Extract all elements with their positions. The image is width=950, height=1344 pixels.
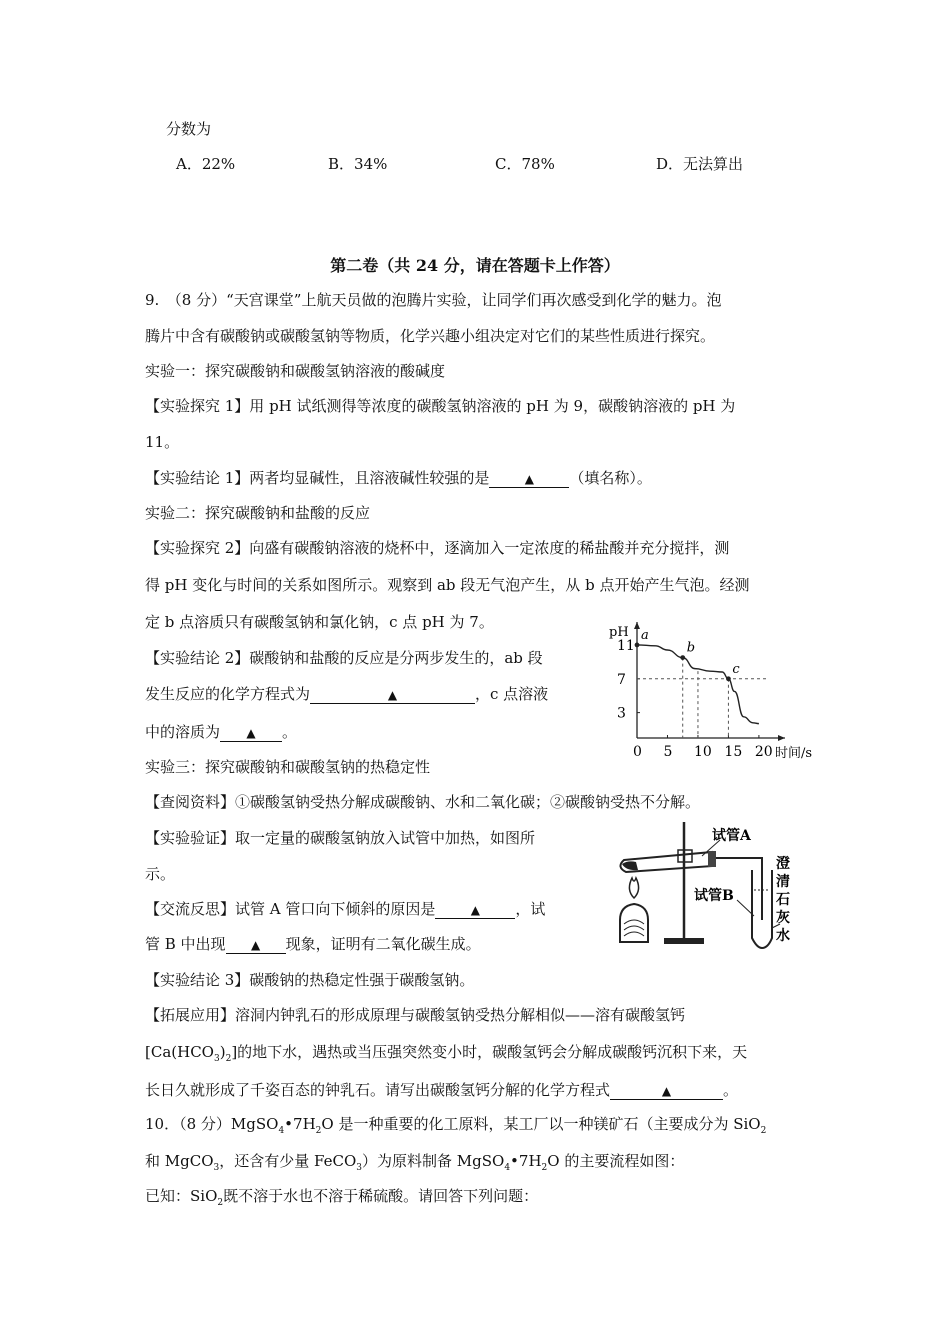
q9-extension-tail: 。 — [723, 1081, 739, 1099]
q9-line-14: 实验三：探究碳酸钠和碳酸氢钠的热稳定性 — [145, 758, 431, 776]
label-lime-water-2: 清 — [776, 874, 790, 890]
answer-blank-4[interactable] — [435, 901, 515, 919]
section-title: 第二卷（共 24 分，请在答题卡上作答） — [330, 256, 620, 275]
q9-reflection-tail: ，试 — [515, 900, 546, 918]
q9-extension-prompt: 长日久就形成了千姿百态的钟乳石。请写出碳酸氢钙分解的化学方程式 — [145, 1081, 611, 1099]
q9-line-15: 【查阅资料】①碳酸氢钠受热分解成碳酸钠、水和二氧化碳；②碳酸钠受热不分解。 — [145, 793, 701, 811]
q9-line-7: 实验二：探究碳酸钠和盐酸的反应 — [145, 504, 371, 522]
q9-line-4: 【实验探究 1】用 pH 试纸测得等浓度的碳酸氢钠溶液的 pH 为 9，碳酸钠溶液的 pH 为 — [145, 397, 736, 415]
q9-equation-tail: ，c 点溶液 — [475, 685, 549, 703]
option-c: C．78% — [495, 155, 555, 173]
q9-solute-tail: 。 — [282, 723, 298, 741]
q9-line-23 — [145, 1080, 738, 1100]
chart-ylabel: pH — [609, 625, 629, 640]
flame-icon — [629, 878, 638, 898]
formula-ca-hco3: $[Ca(HCO_3)_2]$ — [145, 1043, 238, 1064]
q9-line-12 — [145, 684, 548, 704]
y-tick-label-7: 7 — [617, 671, 626, 688]
blank-marker: ▲ — [661, 1084, 672, 1098]
q9-line-3: 实验一：探究碳酸钠和碳酸氢钠溶液的酸碱度 — [145, 362, 446, 380]
answer-blank-5[interactable] — [226, 936, 286, 954]
q9-solute-prompt: 中的溶质为 — [145, 723, 221, 741]
ph-time-chart — [605, 618, 825, 766]
y-tick-label-3: 3 — [617, 705, 626, 722]
label-lime-water-4: 灰 — [776, 910, 790, 926]
q9-line-11: 【实验结论 2】碳酸钠和盐酸的反应是分两步发生的，ab 段 — [145, 649, 543, 667]
q9-line-20: 【实验结论 3】碳酸钠的热稳定性强于碳酸氢钠。 — [145, 971, 475, 989]
q9-tubeb-tail: 现象，证明有二氧化碳生成。 — [285, 935, 481, 953]
alcohol-lamp — [620, 904, 648, 942]
blank-marker: ▲ — [387, 688, 398, 702]
q9-line-17: 示。 — [145, 865, 176, 883]
option-d: D．无法算出 — [656, 155, 744, 173]
x-tick-label-10: 10 — [693, 744, 712, 760]
blank-marker: ▲ — [524, 472, 534, 486]
q9-line-5: 11。 — [145, 433, 180, 451]
point-label-c: c — [732, 661, 740, 677]
x-tick-label-5: 5 — [663, 744, 673, 760]
q9-line-1: 9. （8 分）“天宫课堂”上航天员做的泡腾片实验，让同学们再次感受到化学的魅力。泡 — [145, 291, 722, 309]
q9-line-13 — [145, 722, 297, 742]
q9-line-8: 【实验探究 2】向盛有碳酸钠溶液的烧杯中，逐滴加入一定浓度的稀盐酸并充分搅拌，测 — [145, 539, 730, 557]
option-b: B．34% — [328, 155, 388, 173]
y-tick-label-11: 11 — [617, 637, 635, 654]
x-tick-label-0: 0 — [633, 744, 642, 760]
q9-line-10: 定 b 点溶质只有碳酸氢钠和氯化钠，c 点 pH 为 7。 — [145, 613, 494, 631]
x-tick-label-15: 15 — [724, 744, 743, 760]
heating-apparatus-diagram — [612, 820, 802, 952]
q9-line-9: 得 pH 变化与时间的关系如图所示。观察到 ab 段无气泡产生，从 b 点开始产生气泡。经测 — [145, 576, 750, 594]
point-c — [726, 676, 731, 681]
answer-blank-2[interactable] — [310, 686, 475, 704]
x-tick-label-20: 20 — [754, 744, 773, 760]
blank-marker: ▲ — [250, 938, 261, 952]
q9-line-2: 腾片中含有碳酸钠或碳酸氢钠等物质，化学兴趣小组决定对它们的某些性质进行探究。 — [145, 327, 716, 345]
chart-xlabel: 时间/s — [775, 746, 813, 761]
q9-line-22 — [145, 1042, 747, 1069]
lamp-wood-grain — [624, 920, 644, 936]
q9-line-19 — [145, 934, 481, 954]
answer-blank-1[interactable] — [489, 470, 569, 488]
sodium-bicarbonate-powder — [622, 861, 638, 870]
q10-line-2: 和 MgCO$_3$，还含有少量 FeCO$_3$）为原料制备 $MgSO_4•7H_2O$ 的主要流程如图： — [145, 1152, 685, 1173]
q9-conclusion1-text: 【实验结论 1】两者均显碱性，且溶液碱性较强的是 — [145, 469, 490, 487]
q9-tubeb-prompt: 管 B 中出现 — [145, 935, 226, 953]
blank-marker: ▲ — [246, 726, 256, 740]
x-axis-arrow — [778, 735, 785, 741]
point-b — [680, 655, 685, 660]
answer-blank-3[interactable] — [220, 724, 282, 742]
blank-marker: ▲ — [470, 903, 480, 917]
label-tube-b: 试管B — [694, 888, 734, 904]
label-lime-water-1: 澄 — [776, 856, 790, 872]
label-tube-a: 试管A — [712, 828, 751, 844]
q9-conclusion1-tail: （填名称）。 — [569, 469, 652, 487]
q9-equation-prompt: 发生反应的化学方程式为 — [145, 685, 311, 703]
q10-line-1: 10．（8 分）$MgSO_4•7H_2O$ 是一种重要的化工原料，某工厂以一种镁矿石（主要成分为 SiO$_2$ — [145, 1115, 767, 1136]
q9-reflection-prompt: 【交流反思】试管 A 管口向下倾斜的原因是 — [145, 900, 436, 918]
point-label-b: b — [686, 640, 696, 656]
label-lime-water-5: 水 — [776, 928, 790, 944]
q9-extension-text: 的地下水，遇热或当压强突然变小时，碳酸氢钙会分解成碳酸钙沉积下来，天 — [237, 1043, 748, 1061]
option-a: A．22% — [176, 155, 236, 173]
point-a — [635, 643, 640, 648]
q9-line-6 — [145, 468, 652, 488]
q9-line-16: 【实验验证】取一定量的碳酸氢钠放入试管中加热，如图所 — [145, 829, 536, 847]
prev-question-tail: 分数为 — [166, 120, 212, 138]
rubber-stopper — [708, 851, 716, 867]
y-axis-arrow — [634, 622, 640, 629]
label-lime-water-3: 石 — [776, 892, 790, 908]
point-label-a: a — [641, 627, 649, 643]
q10-line-3: 已知：SiO$_2$既不溶于水也不溶于稀硫酸。请回答下列问题： — [145, 1187, 539, 1208]
q9-line-18 — [145, 899, 545, 919]
answer-blank-6[interactable] — [610, 1082, 723, 1100]
q9-line-21: 【拓展应用】溶洞内钟乳石的形成原理与碳酸氢钠受热分解相似——溶有碳酸氢钙 — [145, 1006, 686, 1024]
stand-base — [664, 938, 704, 944]
